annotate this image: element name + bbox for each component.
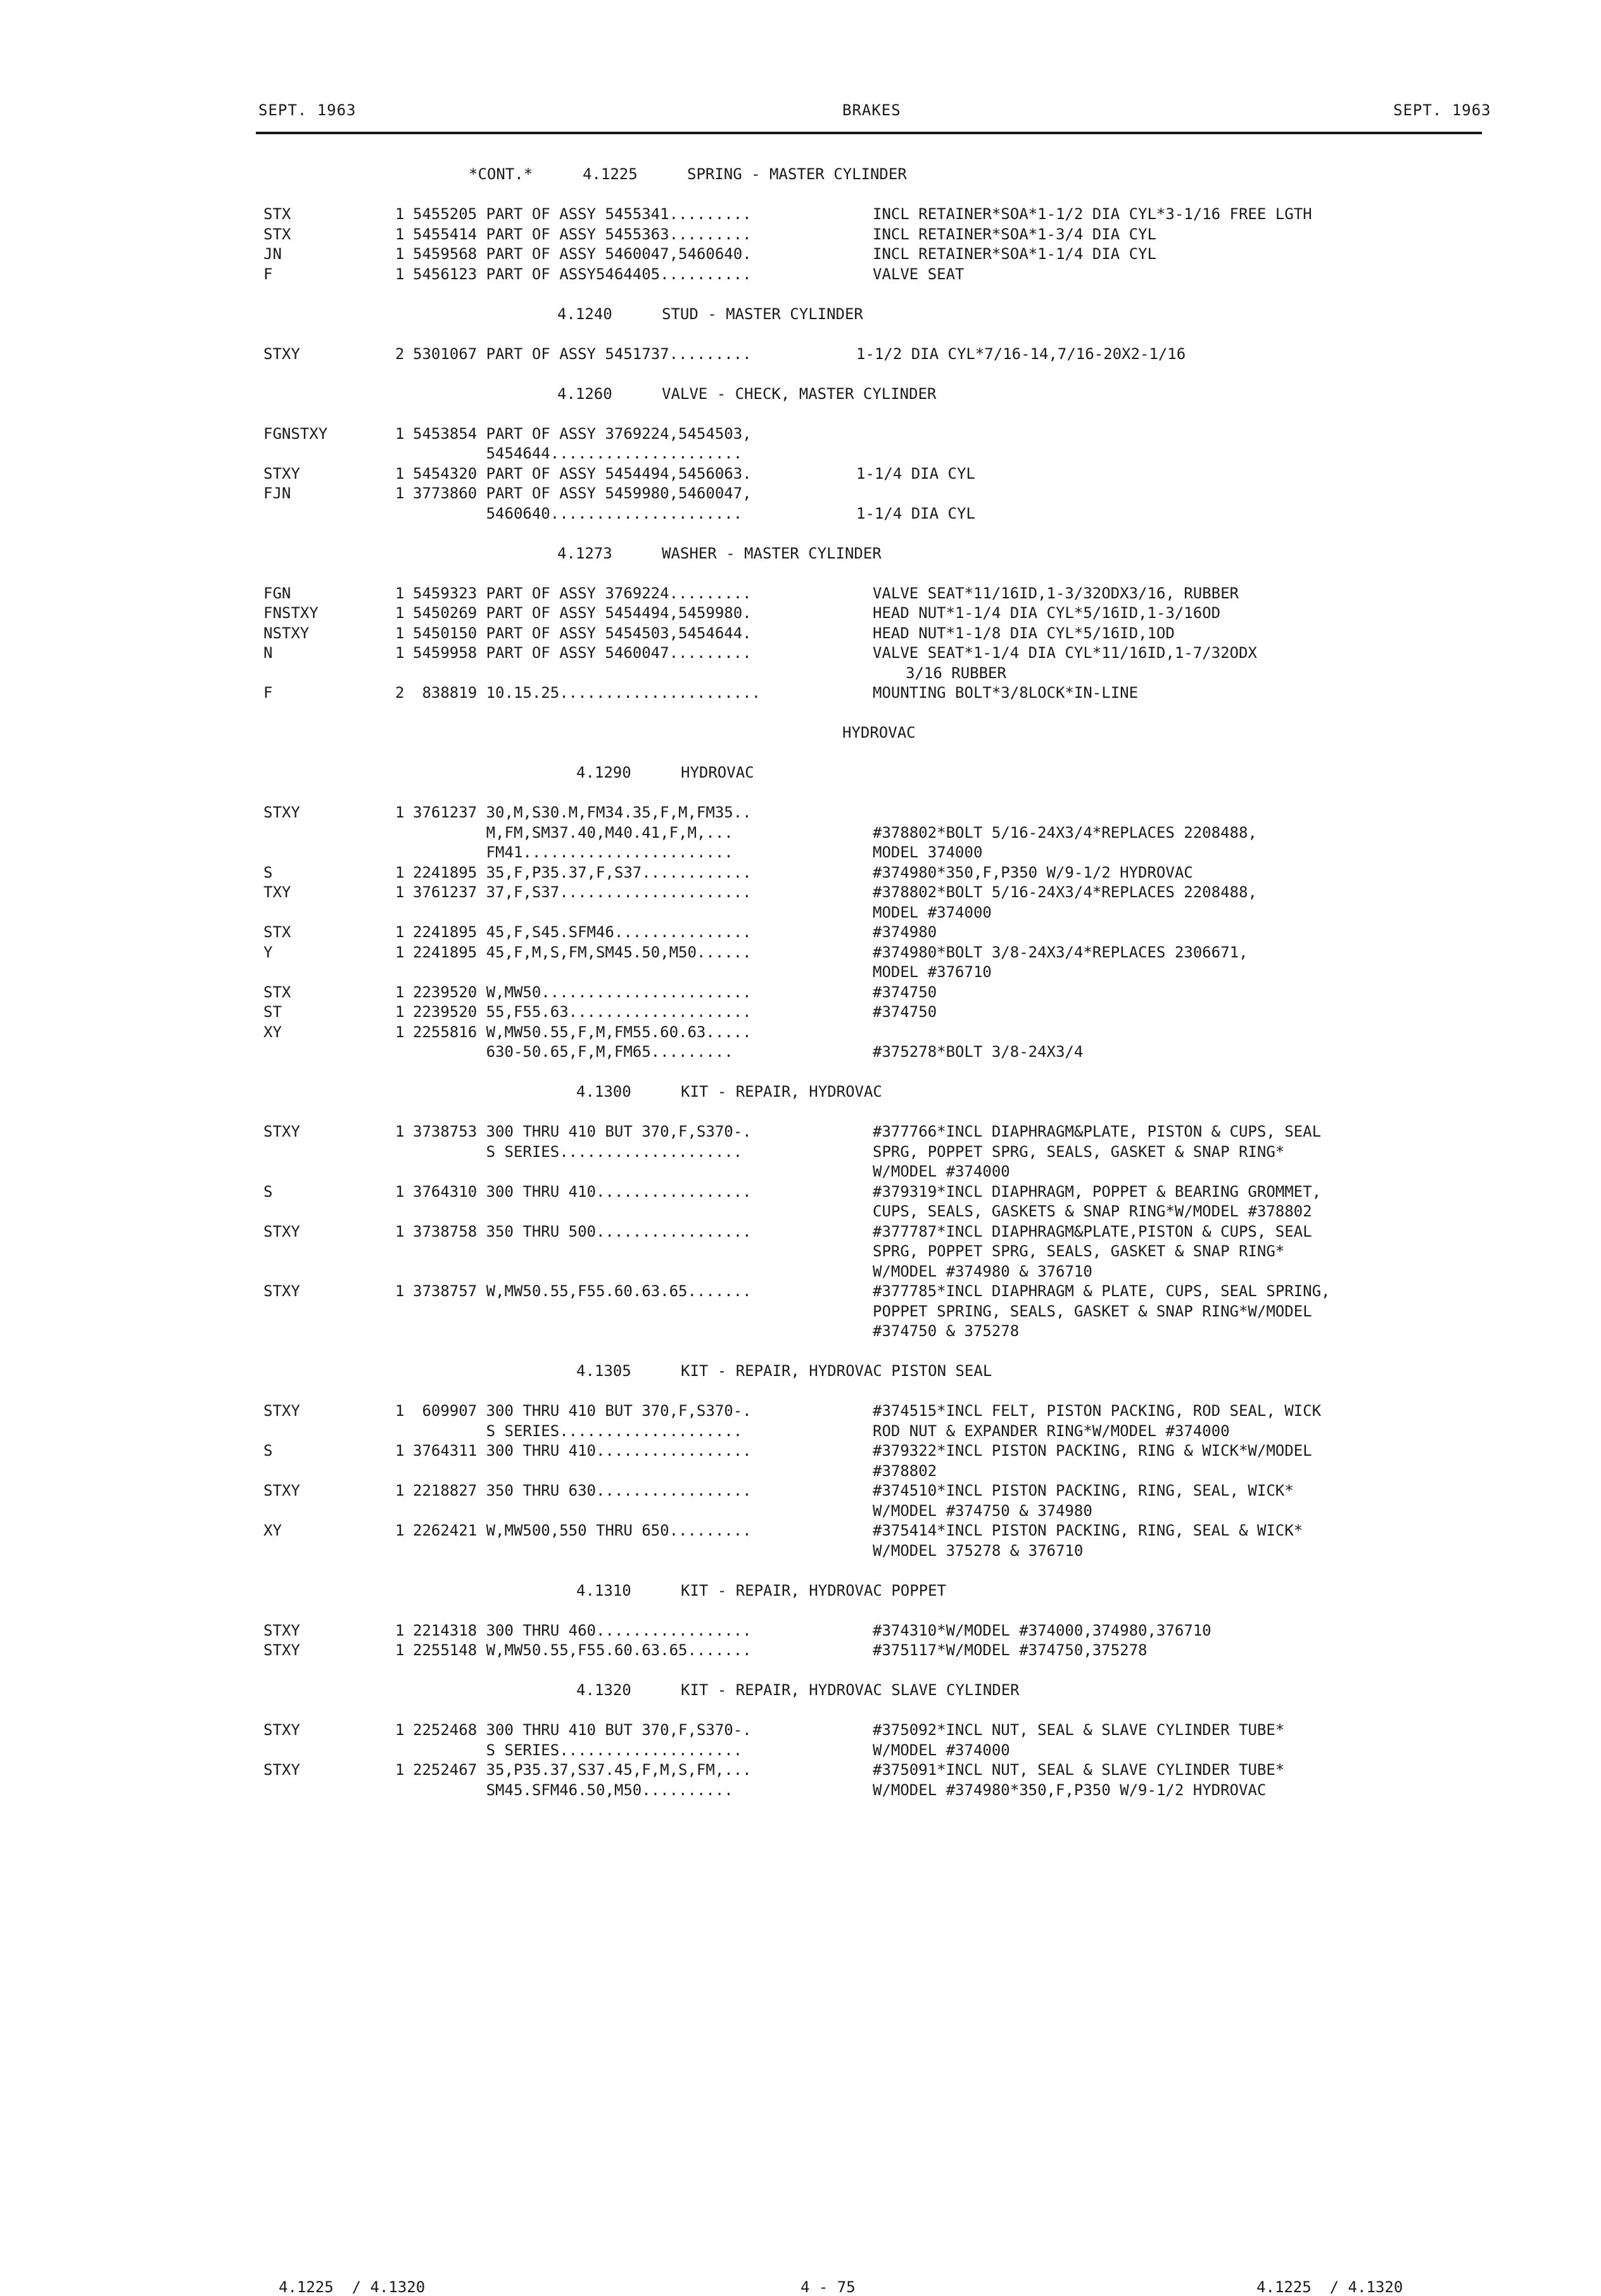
quantity: 1: [395, 923, 405, 941]
spacer: [0, 404, 1601, 424]
section-heading: [0, 165, 1601, 185]
part-row: [0, 883, 1601, 903]
part-note: ROD NUT & EXPANDER RING*W/MODEL #374000: [873, 1422, 1230, 1440]
part-row: [0, 464, 1601, 484]
section-heading: [0, 1681, 1601, 1701]
section-heading: [0, 763, 1601, 783]
part-note: HEAD NUT*1-1/4 DIA CYL*5/16ID,1-3/16OD: [873, 604, 1221, 622]
part-note: W/MODEL #374980 & 376710: [873, 1262, 1092, 1280]
section-number: 4.1305: [576, 1362, 631, 1380]
model-code: N: [263, 644, 273, 662]
part-row: [0, 1142, 1601, 1163]
part-row: [0, 1321, 1601, 1342]
part-note: #378802: [873, 1461, 937, 1480]
part-note: MODEL #376710: [873, 963, 992, 981]
part-description: 5460640.....................: [413, 504, 743, 522]
quantity: 1: [395, 1282, 405, 1300]
model-code: S: [263, 1442, 273, 1460]
part-row: [0, 903, 1601, 923]
part-note: W/MODEL 375278 & 376710: [873, 1541, 1084, 1560]
model-code: F: [263, 684, 273, 702]
part-note: #374980*350,F,P350 W/9-1/2 HYDROVAC: [873, 863, 1193, 881]
part-row: [0, 843, 1601, 863]
part-row: [0, 1002, 1601, 1023]
section-title: VALVE - CHECK, MASTER CYLINDER: [662, 384, 937, 403]
spacer: [0, 1102, 1601, 1123]
model-code: STXY: [263, 1482, 300, 1499]
part-description: S SERIES....................: [413, 1422, 743, 1440]
part-row: [0, 624, 1601, 644]
model-code: S: [263, 1182, 273, 1201]
part-row: [0, 1222, 1601, 1242]
part-note: W/MODEL #374750 & 374980: [873, 1501, 1092, 1520]
model-code: STXY: [263, 1282, 300, 1300]
part-note: #374750: [873, 1003, 937, 1021]
footer-range-left: 4.1225 / 4.1320: [279, 2278, 426, 2296]
section-number: 4.1300: [576, 1083, 631, 1101]
quantity: 1: [395, 1721, 405, 1739]
model-code: XY: [263, 1023, 282, 1041]
part-row: [0, 1521, 1601, 1541]
part-description: 2241895 45,F,S45.SFM46...............: [413, 923, 752, 941]
part-note: #375092*INCL NUT, SEAL & SLAVE CYLINDER TUBE*: [873, 1721, 1285, 1739]
part-row: [0, 603, 1601, 624]
part-description: 5454320 PART OF ASSY 5454494,5456063.: [413, 464, 752, 483]
section-number: 4.1310: [576, 1581, 631, 1599]
part-description: 5455414 PART OF ASSY 5455363.........: [413, 225, 752, 243]
spacer: [0, 185, 1601, 205]
spacer: [0, 1382, 1601, 1402]
header-date-right: SEPT. 1963: [1393, 101, 1491, 119]
section-title: SPRING - MASTER CYLINDER: [687, 165, 907, 183]
part-row: [0, 1461, 1601, 1482]
part-description: 3773860 PART OF ASSY 5459980,5460047,: [413, 484, 752, 502]
section-title: KIT - REPAIR, HYDROVAC POPPET: [681, 1581, 947, 1599]
quantity: 1: [395, 484, 405, 502]
part-row: [0, 983, 1601, 1003]
part-note: #379319*INCL DIAPHRAGM, POPPET & BEARING GROMMET,: [873, 1182, 1322, 1201]
model-code: FGN: [263, 584, 291, 602]
quantity: 1: [395, 1182, 405, 1201]
model-code: STXY: [263, 1123, 300, 1140]
model-code: ST: [263, 1003, 282, 1021]
section-title: WASHER - MASTER CYLINDER: [662, 544, 882, 562]
part-description: 2262421 W,MW500,550 THRU 650.........: [413, 1522, 752, 1539]
quantity: 1: [395, 1402, 405, 1420]
spacer: [0, 783, 1601, 804]
quantity: 1: [395, 424, 405, 443]
part-note: VALVE SEAT*1-1/4 DIA CYL*11/16ID,1-7/32ODX: [873, 644, 1257, 662]
part-note: #374750: [873, 983, 937, 1001]
part-row: [0, 943, 1601, 963]
model-code: XY: [263, 1522, 282, 1539]
model-code: STXY: [263, 1621, 300, 1639]
part-row: [0, 484, 1601, 504]
part-note: W/MODEL #374000: [873, 1741, 1010, 1759]
quantity: 1: [395, 1222, 405, 1240]
part-description: S SERIES....................: [413, 1741, 743, 1759]
part-note: INCL RETAINER*SOA*1-3/4 DIA CYL: [873, 225, 1156, 243]
model-code: FGNSTXY: [263, 424, 328, 443]
part-description: 2239520 55,F55.63....................: [413, 1003, 752, 1021]
section-title: KIT - REPAIR, HYDROVAC SLAVE CYLINDER: [681, 1681, 1020, 1699]
part-row: [0, 1441, 1601, 1461]
quantity: 1: [395, 1522, 405, 1539]
part-note: HEAD NUT*1-1/8 DIA CYL*5/16ID,1OD: [873, 624, 1175, 642]
spacer: [0, 1701, 1601, 1721]
part-row: [0, 923, 1601, 943]
part-description: 3764311 300 THRU 410.................: [413, 1442, 752, 1460]
part-note: SPRG, POPPET SPRG, SEALS, GASKET & SNAP RING*: [873, 1142, 1285, 1161]
model-code: STXY: [263, 1402, 300, 1420]
section-number: 4.1240: [557, 305, 612, 323]
part-description: 3738758 350 THRU 500.................: [413, 1222, 752, 1240]
quantity: 1: [395, 1003, 405, 1021]
part-note: #374515*INCL FELT, PISTON PACKING, ROD SEAL, WICK: [873, 1402, 1322, 1420]
part-row: [0, 504, 1601, 524]
spacer: [0, 1561, 1601, 1581]
section-title: HYDROVAC: [842, 724, 916, 741]
model-code: S: [263, 863, 273, 881]
part-note: #374310*W/MODEL #374000,374980,376710: [873, 1621, 1212, 1639]
quantity: 2: [395, 684, 405, 702]
part-note: MOUNTING BOLT*3/8LOCK*IN-LINE: [873, 684, 1139, 702]
part-row: [0, 344, 1601, 365]
part-description: 630-50.65,F,M,FM65.........: [413, 1043, 733, 1061]
quantity: 1: [395, 245, 405, 263]
part-description: 5456123 PART OF ASSY5464405..........: [413, 265, 752, 283]
part-note: 3/16 RUBBER: [906, 664, 1006, 682]
part-row: [0, 1760, 1601, 1781]
part-row: [0, 1182, 1601, 1202]
part-description: 2214318 300 THRU 460.................: [413, 1621, 752, 1639]
part-note: MODEL 374000: [873, 843, 983, 861]
spacer: [0, 364, 1601, 384]
part-description: 3738753 300 THRU 410 BUT 370,F,S370-.: [413, 1123, 752, 1140]
part-note: #374750 & 375278: [873, 1322, 1020, 1340]
part-note: INCL RETAINER*SOA*1-1/2 DIA CYL*3-1/16 FREE LGTH: [873, 205, 1312, 223]
model-code: Y: [263, 943, 273, 961]
quantity: 1: [395, 624, 405, 642]
quantity: 1: [395, 644, 405, 662]
part-description: 5459568 PART OF ASSY 5460047,5460640.: [413, 245, 752, 263]
section-cont-label: *CONT.*: [469, 165, 533, 183]
part-note: #375414*INCL PISTON PACKING, RING, SEAL & WICK*: [873, 1522, 1303, 1539]
part-row: [0, 1122, 1601, 1142]
part-description: 2218827 350 THRU 630.................: [413, 1482, 752, 1499]
section-title: KIT - REPAIR, HYDROVAC: [681, 1083, 882, 1101]
model-code: STXY: [263, 1222, 300, 1240]
part-row: [0, 1781, 1601, 1801]
section-title: STUD - MASTER CYLINDER: [662, 305, 863, 323]
part-note: VALVE SEAT*11/16ID,1-3/32ODX3/16, RUBBER: [873, 584, 1239, 602]
model-code: STXY: [263, 464, 300, 483]
model-code: F: [263, 265, 273, 283]
spacer: [0, 1063, 1601, 1083]
spacer: [0, 703, 1601, 724]
model-code: STX: [263, 983, 291, 1001]
section-heading: [0, 305, 1601, 325]
spacer: [0, 324, 1601, 344]
section-number: 4.1273: [557, 544, 612, 562]
part-description: 2255148 W,MW50.55,F55.60.63.65.......: [413, 1641, 752, 1659]
model-code: FJN: [263, 484, 291, 502]
quantity: 1: [395, 1761, 405, 1779]
part-description: FM41.......................: [413, 843, 733, 861]
part-row: [0, 1422, 1601, 1442]
part-note: #377785*INCL DIAPHRAGM & PLATE, CUPS, SEAL SPRING,: [873, 1282, 1331, 1300]
model-code: STX: [263, 205, 291, 223]
section-heading: [0, 1361, 1601, 1382]
part-row: [0, 205, 1601, 225]
part-row: [0, 863, 1601, 883]
part-note: MODEL #374000: [873, 903, 992, 921]
spacer: [0, 1601, 1601, 1621]
header-section-title: BRAKES: [842, 101, 901, 119]
part-row: [0, 584, 1601, 604]
part-description: 3761237 37,F,S37.....................: [413, 883, 752, 901]
part-note: 1-1/4 DIA CYL: [856, 504, 975, 522]
part-description: 5453854 PART OF ASSY 3769224,5454503,: [413, 424, 752, 443]
part-description: 2255816 W,MW50.55,F,M,FM55.60.63.....: [413, 1023, 752, 1041]
part-description: 5450269 PART OF ASSY 5454494,5459980.: [413, 604, 752, 622]
spacer: [0, 1661, 1601, 1681]
part-description: 2252468 300 THRU 410 BUT 370,F,S370-.: [413, 1721, 752, 1739]
part-row: [0, 1621, 1601, 1641]
part-description: 5455205 PART OF ASSY 5455341.........: [413, 205, 752, 223]
part-description: 2241895 35,F,P35.37,F,S37............: [413, 863, 752, 881]
model-code: STXY: [263, 1721, 300, 1739]
part-row: [0, 664, 1601, 684]
section-title: HYDROVAC: [681, 764, 754, 781]
part-row: [0, 424, 1601, 445]
part-description: 3738757 W,MW50.55,F55.60.63.65.......: [413, 1282, 752, 1300]
part-row: [0, 1282, 1601, 1302]
section-number: 4.1320: [576, 1681, 631, 1699]
spacer: [0, 524, 1601, 544]
part-row: [0, 265, 1601, 285]
part-description: 2241895 45,F,M,S,FM,SM45.50,M50......: [413, 943, 752, 961]
part-description: M,FM,SM37.40,M40.41,F,M,...: [413, 823, 733, 842]
quantity: 1: [395, 1641, 405, 1659]
part-row: [0, 1720, 1601, 1741]
quantity: 1: [395, 604, 405, 622]
spacer: [0, 743, 1601, 764]
quantity: 1: [395, 1123, 405, 1140]
part-description: 609907 300 THRU 410 BUT 370,F,S370-.: [413, 1402, 752, 1420]
quantity: 1: [395, 943, 405, 961]
section-number: 4.1225: [583, 165, 638, 183]
part-row: [0, 1162, 1601, 1182]
part-row: [0, 1202, 1601, 1222]
model-code: STX: [263, 923, 291, 941]
section-number: 4.1290: [576, 764, 631, 781]
quantity: 1: [395, 205, 405, 223]
part-note: W/MODEL #374000: [873, 1163, 1010, 1180]
part-note: #377787*INCL DIAPHRAGM&PLATE,PISTON & CUPS, SEAL: [873, 1222, 1312, 1240]
quantity: 1: [395, 1621, 405, 1639]
part-description: 5459958 PART OF ASSY 5460047.........: [413, 644, 752, 662]
quantity: 1: [395, 883, 405, 901]
section-heading: [0, 384, 1601, 405]
quantity: 1: [395, 1442, 405, 1460]
quantity: 1: [395, 804, 405, 821]
section-heading: [0, 723, 1601, 743]
model-code: JN: [263, 245, 282, 263]
part-note: #378802*BOLT 5/16-24X3/4*REPLACES 2208488,: [873, 883, 1257, 901]
section-number: 4.1260: [557, 384, 612, 403]
part-note: #374980: [873, 923, 937, 941]
part-row: [0, 803, 1601, 823]
part-note: #374980*BOLT 3/8-24X3/4*REPLACES 2306671,: [873, 943, 1248, 961]
part-description: 838819 10.15.25......................: [413, 684, 761, 702]
quantity: 1: [395, 863, 405, 881]
part-description: 3761237 30,M,S30.M,FM34.35,F,M,FM35..: [413, 804, 752, 821]
spacer: [0, 284, 1601, 305]
part-row: [0, 1262, 1601, 1282]
part-row: [0, 1741, 1601, 1761]
part-row: [0, 683, 1601, 703]
part-note: #377766*INCL DIAPHRAGM&PLATE, PISTON & CUPS, SEAL: [873, 1123, 1322, 1140]
part-note: #379322*INCL PISTON PACKING, RING & WICK*W/MODEL: [873, 1442, 1312, 1460]
section-heading: [0, 544, 1601, 564]
part-note: #375278*BOLT 3/8-24X3/4: [873, 1043, 1084, 1061]
quantity: 2: [395, 344, 405, 363]
model-code: TXY: [263, 883, 291, 901]
model-code: STXY: [263, 804, 300, 821]
quantity: 1: [395, 584, 405, 602]
part-row: [0, 1042, 1601, 1063]
part-description: 2252467 35,P35.37,S37.45,F,M,S,FM,...: [413, 1761, 752, 1779]
part-row: [0, 1401, 1601, 1422]
part-note: W/MODEL #374980*350,F,P350 W/9-1/2 HYDROVAC: [873, 1781, 1267, 1799]
part-note: CUPS, SEALS, GASKETS & SNAP RING*W/MODEL #378802: [873, 1202, 1312, 1220]
quantity: 1: [395, 225, 405, 243]
quantity: 1: [395, 464, 405, 483]
part-description: S SERIES....................: [413, 1142, 743, 1161]
part-note: POPPET SPRING, SEALS, GASKET & SNAP RING*W/MODEL: [873, 1302, 1312, 1320]
part-note: VALVE SEAT: [873, 265, 965, 283]
part-row: [0, 1302, 1601, 1322]
part-note: #375117*W/MODEL #374750,375278: [873, 1641, 1148, 1659]
part-note: SPRG, POPPET SPRG, SEALS, GASKET & SNAP RING*: [873, 1242, 1285, 1260]
section-title: KIT - REPAIR, HYDROVAC PISTON SEAL: [681, 1362, 992, 1380]
part-description: 5301067 PART OF ASSY 5451737.........: [413, 344, 752, 363]
part-row: [0, 643, 1601, 664]
section-heading: [0, 1082, 1601, 1102]
part-row: [0, 962, 1601, 983]
part-row: [0, 444, 1601, 464]
header-rule: [256, 132, 1482, 134]
quantity: 1: [395, 1023, 405, 1041]
spacer: [0, 1342, 1601, 1362]
parts-list: [0, 165, 1601, 1820]
part-note: #375091*INCL NUT, SEAL & SLAVE CYLINDER TUBE*: [873, 1761, 1285, 1779]
model-code: STXY: [263, 1641, 300, 1659]
spacer: [0, 1800, 1601, 1820]
quantity: 1: [395, 983, 405, 1001]
part-row: [0, 225, 1601, 245]
model-code: STXY: [263, 344, 300, 363]
part-row: [0, 1023, 1601, 1043]
footer-page-number: 4 - 75: [800, 2278, 856, 2296]
part-description: 3764310 300 THRU 410.................: [413, 1182, 752, 1201]
model-code: STX: [263, 225, 291, 243]
spacer: [0, 564, 1601, 584]
part-row: [0, 1641, 1601, 1661]
quantity: 1: [395, 1482, 405, 1499]
part-description: 5454644.....................: [413, 445, 743, 462]
part-row: [0, 1481, 1601, 1501]
part-note: #374510*INCL PISTON PACKING, RING, SEAL, WICK*: [873, 1482, 1294, 1499]
model-code: STXY: [263, 1761, 300, 1779]
footer-range-right: 4.1225 / 4.1320: [1256, 2278, 1403, 2296]
quantity: 1: [395, 265, 405, 283]
part-row: [0, 244, 1601, 265]
part-note: 1-1/2 DIA CYL*7/16-14,7/16-20X2-1/16: [856, 344, 1186, 363]
part-description: SM45.SFM46.50,M50..........: [413, 1781, 733, 1799]
part-description: 5450150 PART OF ASSY 5454503,5454644.: [413, 624, 752, 642]
header-date-left: SEPT. 1963: [258, 101, 357, 119]
section-heading: [0, 1581, 1601, 1601]
part-row: [0, 1242, 1601, 1262]
part-description: 2239520 W,MW50.......................: [413, 983, 752, 1001]
part-row: [0, 823, 1601, 843]
part-description: 5459323 PART OF ASSY 3769224.........: [413, 584, 752, 602]
part-row: [0, 1541, 1601, 1561]
part-note: #378802*BOLT 5/16-24X3/4*REPLACES 2208488,: [873, 823, 1257, 842]
part-note: 1-1/4 DIA CYL: [856, 464, 975, 483]
part-row: [0, 1501, 1601, 1522]
model-code: FNSTXY: [263, 604, 319, 622]
part-note: INCL RETAINER*SOA*1-1/4 DIA CYL: [873, 245, 1156, 263]
model-code: NSTXY: [263, 624, 310, 642]
